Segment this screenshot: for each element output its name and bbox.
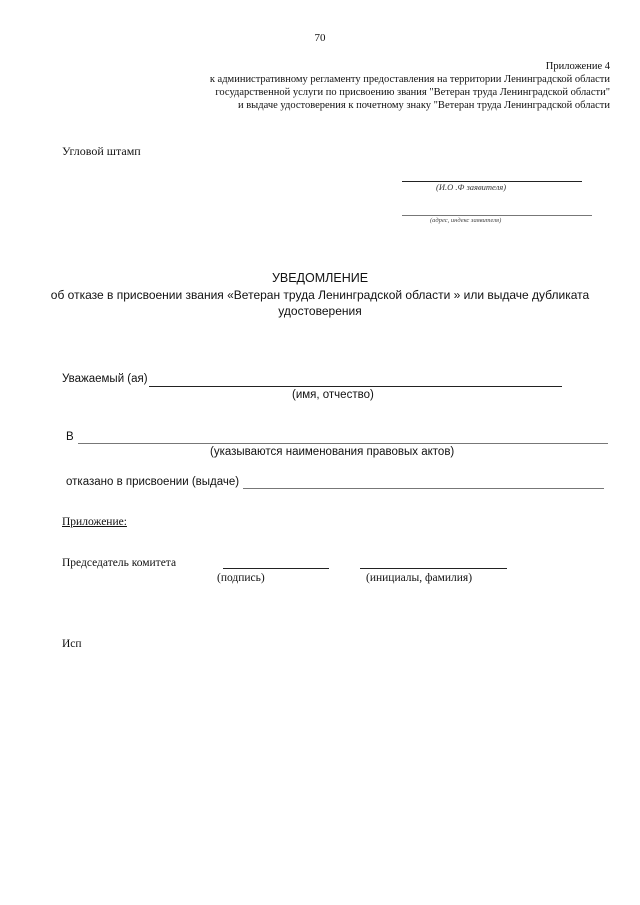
appendix-line-2: к административному регламенту предоставления на территории Ленинградской области (209, 74, 610, 85)
corner-stamp-label: Угловой штамп (62, 144, 141, 158)
notice-title: УВЕДОМЛЕНИЕ (271, 271, 369, 285)
legal-acts-field[interactable] (78, 443, 608, 444)
refusal-label: отказано в присвоении (выдаче) (66, 476, 240, 488)
signature-caption: (подпись) (217, 572, 265, 584)
attachment-label: Приложение: (62, 516, 127, 528)
signer-name-field[interactable] (360, 568, 507, 569)
executor-label: Исп (62, 638, 82, 650)
salutation-name-field[interactable] (149, 386, 562, 387)
applicant-address-caption: (адрес, индекс заявителя) (430, 217, 502, 224)
applicant-name-caption: (И.О .Ф заявителя) (436, 182, 507, 192)
signature-field[interactable] (223, 568, 329, 569)
notice-subtitle-line-2: удостоверения (278, 304, 362, 318)
legal-caption: (указываются наименования правовых актов) (210, 446, 455, 458)
signature-role: Председатель комитета (62, 557, 177, 569)
applicant-address-line (402, 215, 592, 216)
notice-subtitle-line-1: об отказе в присвоении звания «Ветеран труда Ленинградской области » или выдаче дубликата (50, 288, 590, 302)
signer-name-caption: (инициалы, фамилия) (366, 572, 473, 584)
appendix-line-3: государственной услуги по присвоению звания "Ветеран труда Ленинградской области" (215, 87, 610, 98)
notice-subtitle (0, 287, 640, 319)
page-number: 70 (314, 32, 326, 44)
appendix-line-4: и выдаче удостоверения к почетному знаку "Ветеран труда Ленинградской области (237, 100, 610, 111)
refusal-field[interactable] (243, 488, 604, 489)
legal-prefix: В (66, 431, 74, 443)
salutation-caption: (имя, отчество) (292, 389, 374, 401)
salutation-label: Уважаемый (ая) (62, 373, 148, 385)
appendix-title: Приложение 4 (545, 61, 610, 72)
